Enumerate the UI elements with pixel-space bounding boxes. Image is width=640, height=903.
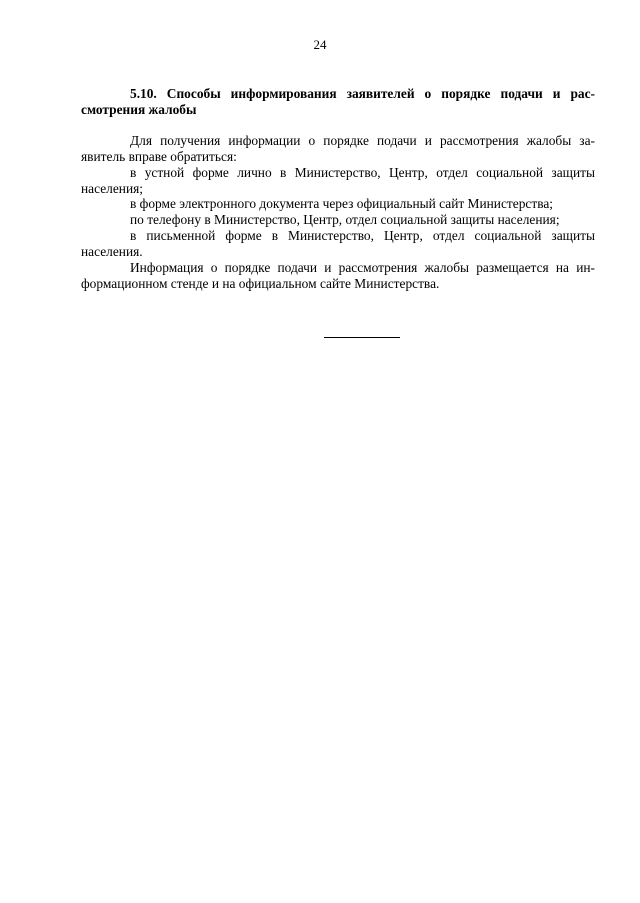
section-heading	[81, 86, 595, 118]
paragraph-written-line-2: населения.	[81, 244, 143, 260]
paragraph-placement-line-2: формационном стенде и на официальном сайте Министерства.	[81, 275, 440, 291]
paragraph-intro-line-1: Для получения информации о порядке подачи и рассмотрения жалобы за-	[130, 132, 595, 148]
page-number: 24	[313, 37, 327, 52]
paragraph-written	[81, 228, 595, 260]
paragraph-electronic: в форме электронного документа через официальный сайт Министерства;	[130, 196, 554, 212]
paragraph-written-line-1: в письменной форме в Министерство, Центр, отдел социальной защиты	[130, 228, 595, 244]
paragraph-phone: по телефону в Министерство, Центр, отдел социальной защиты населения;	[130, 212, 560, 228]
end-separator-line	[324, 337, 400, 338]
paragraph-placement	[81, 260, 595, 292]
paragraph-oral-line-2: населения;	[81, 180, 143, 196]
paragraph-oral-line-1: в устной форме лично в Министерство, Центр, отдел социальной защиты	[130, 164, 595, 180]
paragraph-oral	[81, 165, 595, 197]
section-heading-line-1: 5.10. Способы информирования заявителей о порядке подачи и рас-	[130, 86, 595, 101]
paragraph-placement-line-1: Информация о порядке подачи и рассмотрения жалобы размещается на ин-	[130, 260, 595, 276]
paragraph-intro	[81, 133, 595, 165]
paragraph-intro-line-2: явитель вправе обратиться:	[81, 148, 237, 164]
section-heading-line-2: смотрения жалобы	[81, 101, 197, 117]
document-body	[81, 86, 595, 292]
